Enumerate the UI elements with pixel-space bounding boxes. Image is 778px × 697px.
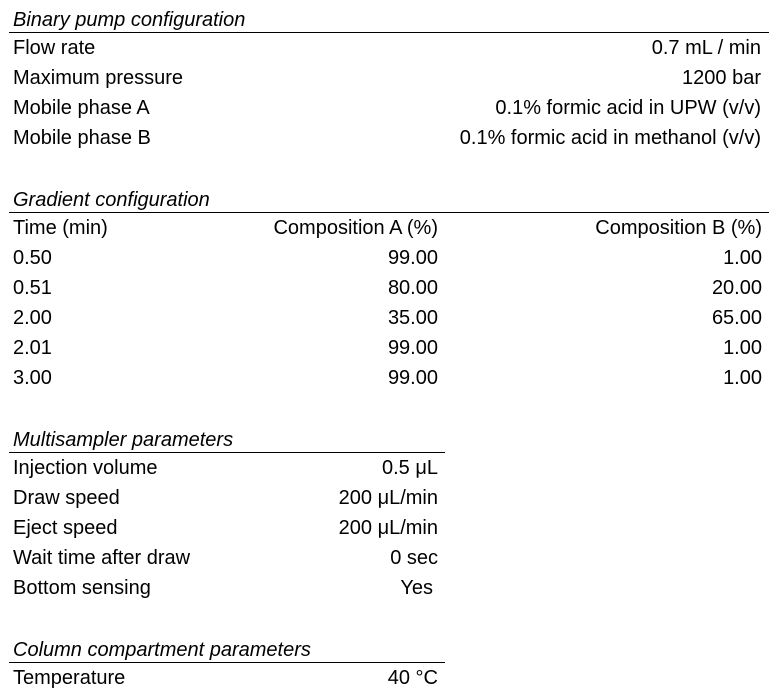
multisampler-section: [9, 423, 445, 603]
binary-pump-title: Binary pump configuration: [9, 3, 769, 33]
table-header-row: [9, 213, 769, 243]
injection-volume-value: 0.5 μL: [381, 457, 438, 479]
table-row: [9, 513, 445, 543]
wait-time-label: Wait time after draw: [13, 547, 191, 569]
composition-b-cell: 65.00: [711, 307, 762, 329]
mobile-phase-a-label: Mobile phase A: [13, 97, 150, 119]
mobile-phase-a-value: 0.1% formic acid in UPW (v/v): [495, 97, 761, 119]
temperature-value: 40 °C: [387, 667, 438, 689]
composition-a-cell: 99.00: [387, 247, 438, 269]
time-cell: 3.00: [13, 367, 52, 389]
time-header: Time (min): [13, 217, 108, 239]
composition-b-cell: 1.00: [723, 337, 762, 359]
table-row: [9, 273, 769, 303]
table-row: [9, 453, 445, 483]
injection-volume-label: Injection volume: [13, 457, 158, 479]
table-row: [9, 33, 769, 63]
table-row: [9, 63, 769, 93]
flow-rate-label: Flow rate: [13, 37, 96, 59]
gradient-section: [9, 183, 769, 393]
multisampler-title: Multisampler parameters: [9, 423, 445, 453]
time-cell: 2.01: [13, 337, 52, 359]
table-row: [9, 483, 445, 513]
composition-a-cell: 99.00: [387, 367, 438, 389]
table-row: [9, 303, 769, 333]
draw-speed-value: 200 μL/min: [338, 487, 438, 509]
bottom-sensing-value: Yes: [400, 577, 433, 599]
eject-speed-value: 200 μL/min: [338, 517, 438, 539]
column-compartment-title: Column compartment parameters: [9, 633, 445, 663]
flow-rate-value: 0.7 mL / min: [651, 37, 761, 59]
table-row: [9, 663, 445, 693]
table-row: [9, 333, 769, 363]
binary-pump-section: [9, 3, 769, 153]
composition-a-cell: 80.00: [387, 277, 438, 299]
composition-b-cell: 1.00: [723, 367, 762, 389]
table-row: [9, 363, 769, 393]
eject-speed-label: Eject speed: [13, 517, 118, 539]
time-cell: 0.51: [13, 277, 52, 299]
composition-b-header: Composition B (%): [595, 217, 762, 239]
table-row: [9, 123, 769, 153]
mobile-phase-b-value: 0.1% formic acid in methanol (v/v): [459, 127, 761, 149]
time-cell: 0.50: [13, 247, 52, 269]
mobile-phase-b-label: Mobile phase B: [13, 127, 151, 149]
table-row: [9, 573, 445, 603]
temperature-label: Temperature: [13, 667, 126, 689]
draw-speed-label: Draw speed: [13, 487, 120, 509]
composition-b-cell: 1.00: [723, 247, 762, 269]
table-row: [9, 543, 445, 573]
bottom-sensing-label: Bottom sensing: [13, 577, 151, 599]
wait-time-value: 0 sec: [390, 547, 438, 569]
max-pressure-value: 1200 bar: [682, 67, 761, 89]
table-row: [9, 243, 769, 273]
max-pressure-label: Maximum pressure: [13, 67, 184, 89]
gradient-title: Gradient configuration: [9, 183, 769, 213]
composition-b-cell: 20.00: [711, 277, 762, 299]
composition-a-header: Composition A (%): [273, 217, 438, 239]
table-row: [9, 93, 769, 123]
time-cell: 2.00: [13, 307, 52, 329]
composition-a-cell: 35.00: [387, 307, 438, 329]
composition-a-cell: 99.00: [387, 337, 438, 359]
column-compartment-section: [9, 633, 445, 693]
